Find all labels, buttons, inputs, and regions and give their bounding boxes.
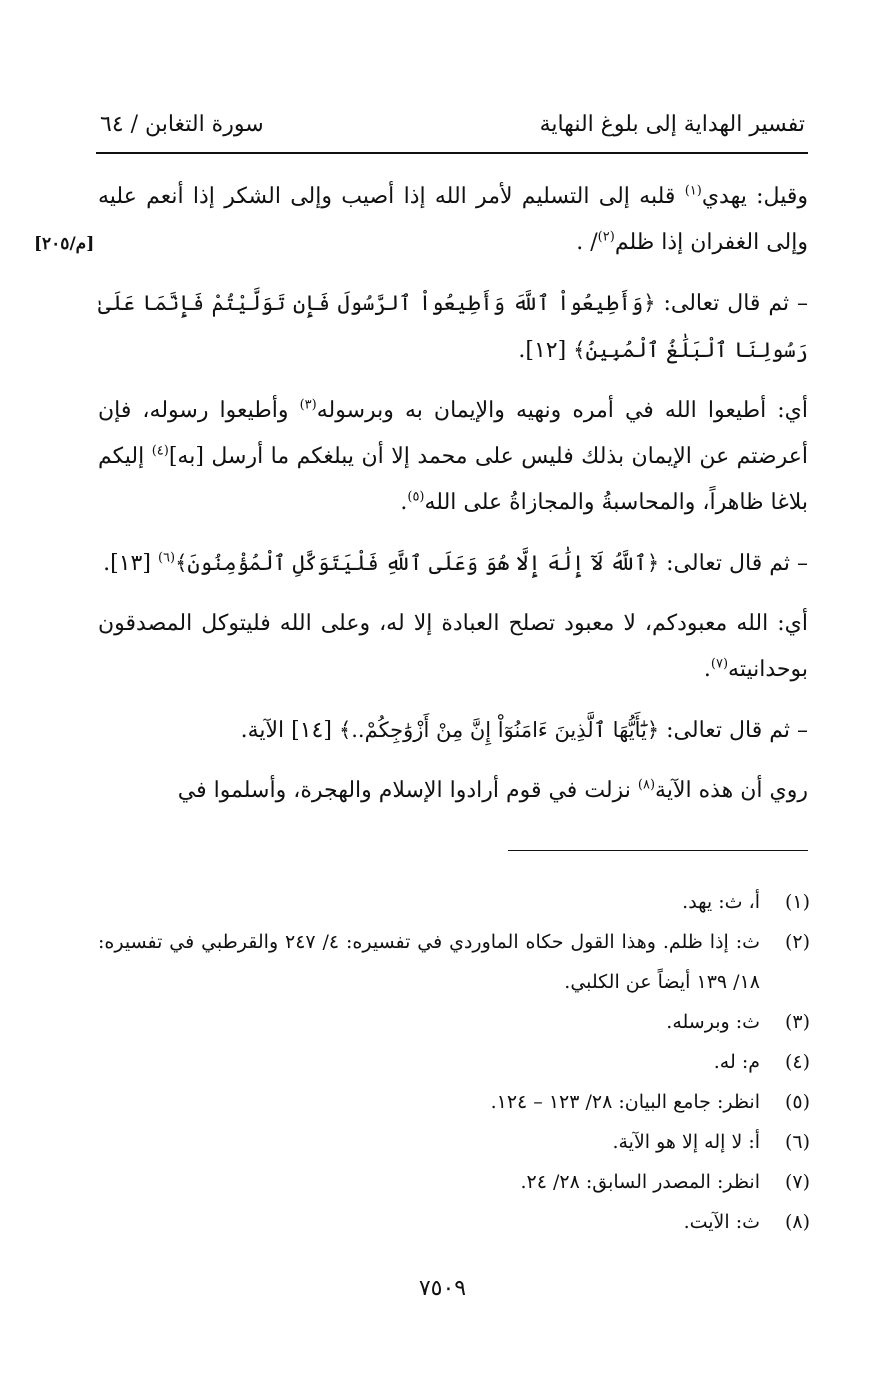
footnote-separator [508,850,808,851]
footnote-text: انظر: جامع البيان: ٢٨/ ١٢٣ – ١٢٤. [490,1091,760,1113]
paragraph-1 [98,174,808,266]
footnote [98,922,810,1002]
footnote-marker: (١) [684,183,702,199]
footnote-marker: (٥) [407,489,425,505]
paragraph-3 [98,388,808,526]
footnote-number: (١) [784,891,810,913]
text-run: إليكم بلاغا ظاهراً، والمحاسبةُ والمجازاةُ على الله [98,444,808,515]
header-rule [96,152,808,154]
footnote [98,1202,810,1242]
footnote-marker: (٢) [597,229,615,245]
text-run: وقيل: يهدي [701,184,808,209]
text-run: . [400,490,408,515]
text-run: وأطيعوا رسوله، فإن أعرضتم عن الإيمان بذلك فليس على محمد إلا أن يبلغكم ما أرسل [به] [98,398,808,469]
paragraph-5 [98,601,808,693]
footnote [98,1122,810,1162]
paragraph-4 [98,540,808,587]
quran-verse: ﴿يَٰٓأَيُّهَا ٱلَّذِينَ ءَامَنُوٓاْ إِنَّ مِنْ أَزْوَٰجِكُمْ..﴾ [338,718,660,742]
paragraph-7 [98,768,808,814]
footnote-text: أ، ث: يهد. [682,891,760,913]
text-run: / . [576,230,598,255]
text-run: – ثم قال تعالى: [659,718,808,743]
footnote-number: (٤) [784,1051,810,1073]
footnote-number: (٣) [784,1011,810,1033]
footnote-text: ث: الآيت. [683,1211,760,1233]
footnotes [98,882,810,1242]
text-run: . [703,657,711,682]
footnote [98,1002,810,1042]
footnote-text: م: له. [713,1051,760,1073]
footnote-marker: (٤) [151,443,169,459]
quran-verse: ﴿وَأَطِيعُواْ ٱللَّهَ وَأَطِيعُواْ ٱلرَّسُولَ فَإِن تَوَلَّيْتُمْ فَإِنَّمَا عَلَىٰ رَسُولِنَا ٱلْبَلَٰغُ ٱلْمُبِينُ﴾ [98,291,808,362]
footnote [98,1162,810,1202]
footnote-marker: (٣) [299,397,317,413]
footnote-number: (٨) [784,1211,810,1233]
footnote-text: انظر: المصدر السابق: ٢٨/ ٢٤. [520,1171,760,1193]
text-run: أي: أطيعوا الله في أمره ونهيه والإيمان به وبرسوله [316,398,808,423]
footnote [98,1082,810,1122]
footnote-text: أ: لا إله إلا هو الآية. [612,1131,760,1153]
footnote-marker: (٨) [637,777,656,793]
running-header-surah: سورة التغابن / ٦٤ [100,112,264,137]
text-run: أي: الله معبودكم، لا معبود تصلح العبادة إلا له، وعلى الله فليتوكل المصدقون بوحدانيته [98,611,808,682]
running-header-book-title: تفسير الهداية إلى بلوغ النهاية [539,112,805,137]
page-number: ٧٥٠٩ [418,1276,467,1301]
footnote-marker: (٦) [157,550,176,566]
verse-number: [١٤] الآية. [240,718,339,743]
paragraph-6 [98,707,808,754]
text-run: قلبه إلى التسليم لأمر الله إذا أصيب وإلى الشكر إذا أنعم عليه وإلى الغفران إذا ظلم [98,184,808,255]
footnote-text: ث: إذا ظلم. وهذا القول حكاه الماوردي في تفسيره: ٤/ ٢٤٧ والقرطبي في تفسيره: ١٨/ ١٣٩ أيضاً عن الكلبي. [98,931,760,993]
text-run: روي أن هذه الآية [655,778,808,803]
text-run: نزلت في قوم أرادوا الإسلام والهجرة، وأسلموا في [177,778,638,803]
manuscript-folio-note: [م/٢٠٥] [34,234,95,254]
footnote-number: (٥) [784,1091,810,1113]
text-run: – ثم قال تعالى: [655,291,808,316]
footnote [98,882,810,922]
footnote-text: ث: وبرسله. [666,1011,760,1033]
paragraph-2 [98,280,808,374]
verse-number: [١٢]. [518,338,574,363]
text-run: – ثم قال تعالى: [659,551,808,576]
main-text [98,174,808,818]
footnote-number: (٢) [784,931,810,953]
verse-number: [١٣]. [103,551,158,576]
footnote-number: (٧) [784,1171,810,1193]
footnote-number: (٦) [784,1131,810,1153]
quran-verse: ﴿ٱللَّهُ لَآ إِلَٰهَ إِلَّا هُوَ وَعَلَى ٱللَّهِ فَلْيَتَوَكَّلِ ٱلْمُؤْمِنُونَ﴾ [175,551,660,575]
footnote [98,1042,810,1082]
footnote-marker: (٧) [710,656,729,672]
